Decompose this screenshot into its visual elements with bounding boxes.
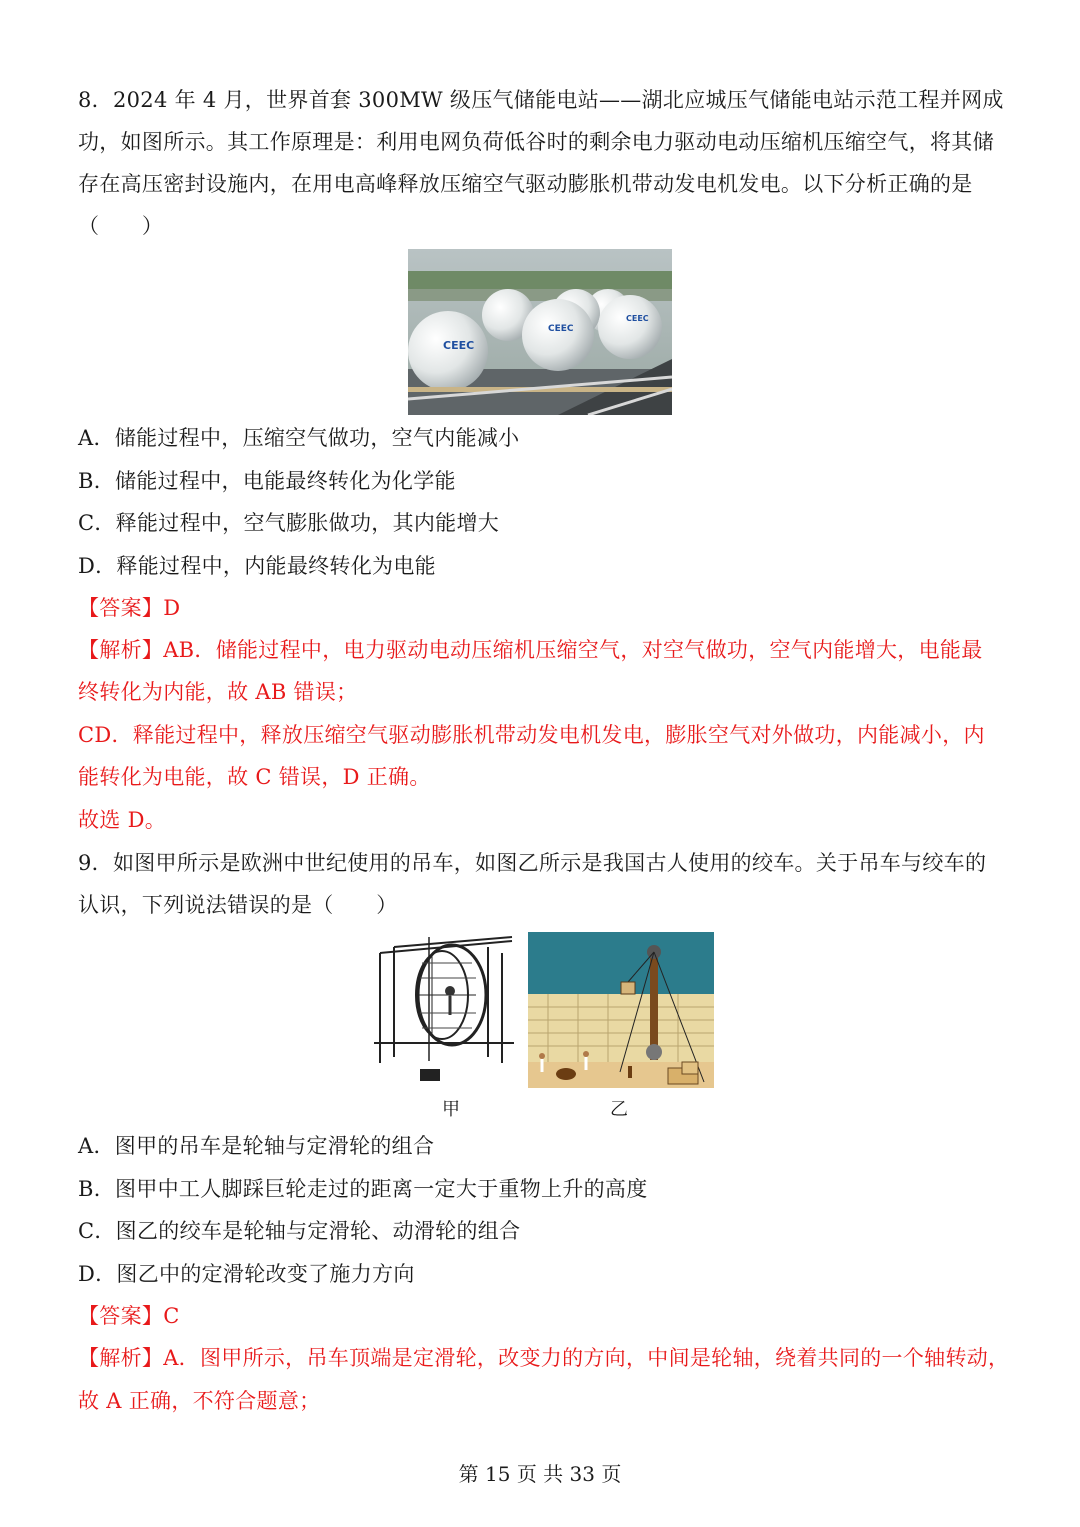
photo-logo: CEEC [548,324,574,334]
storage-station-photo [408,249,672,415]
q9-option-c: C．图乙的绞车是轮轴与定滑轮、动滑轮的组合 [78,1219,521,1243]
q8-option-c: C．释能过程中，空气膨胀做功，其内能增大 [78,511,500,535]
q8-analysis-line: 终转化为内能，故 AB 错误； [78,680,358,704]
q9-analysis-line: 【解析】A．图甲所示，吊车顶端是定滑轮，改变力的方向，中间是轮轴，绕着共同的一个轴转动， [78,1346,1010,1370]
q9-option-d: D．图乙中的定滑轮改变了施力方向 [78,1262,415,1286]
q8-option-b: B．储能过程中，电能最终转化为化学能 [78,469,456,493]
figure-label-yi: 乙 [610,1099,628,1120]
winch-figure-yi [528,932,714,1088]
q8-analysis-line: 【解析】AB．储能过程中，电力驱动电动压缩机压缩空气，对空气做功，空气内能增大，电能最 [78,638,983,662]
photo-logo: CEEC [443,339,475,352]
q9-analysis-line: 故 A 正确，不符合题意； [78,1389,321,1413]
q8-stem-line: （ ） [78,214,164,238]
q8-stem-line: 8．2024 年 4 月，世界首套 300MW 级压气储能电站——湖北应城压气储能电站示范工程并网成 [78,88,1004,112]
q9-stem-line: 9．如图甲所示是欧洲中世纪使用的吊车，如图乙所示是我国古人使用的绞车。关于吊车与绞车的 [78,851,987,875]
q8-answer: 【答案】D [78,596,181,620]
figure-label-jia: 甲 [442,1099,460,1120]
q8-stem-line: 存在高压密封设施内，在用电高峰释放压缩空气驱动膨胀机带动发电机发电。以下分析正确的是 [78,172,973,196]
q9-option-b: B．图甲中工人脚踩巨轮走过的距离一定大于重物上升的高度 [78,1177,648,1201]
q8-analysis-line: 能转化为电能，故 C 错误，D 正确。 [78,765,431,789]
q9-stem-line: 认识，下列说法错误的是（ ） [78,893,398,917]
q8-analysis-line: 故选 D。 [78,808,167,832]
crane-figure-jia [372,933,518,1089]
photo-logo: CEEC [626,314,649,323]
q8-stem-line: 功，如图所示。其工作原理是：利用电网负荷低谷时的剩余电力驱动电动压缩机压缩空气，将其储 [78,130,994,154]
page-footer: 第 15 页 共 33 页 [458,1462,622,1486]
q9-option-a: A．图甲的吊车是轮轴与定滑轮的组合 [78,1134,435,1158]
q8-option-d: D．释能过程中，内能最终转化为电能 [78,554,436,578]
q8-analysis-line: CD．释能过程中，释放压缩空气驱动膨胀机带动发电机发电，膨胀空气对外做功，内能减小，内 [78,723,985,747]
q8-option-a: A．储能过程中，压缩空气做功，空气内能减小 [78,426,520,450]
q9-answer: 【答案】C [78,1304,180,1328]
